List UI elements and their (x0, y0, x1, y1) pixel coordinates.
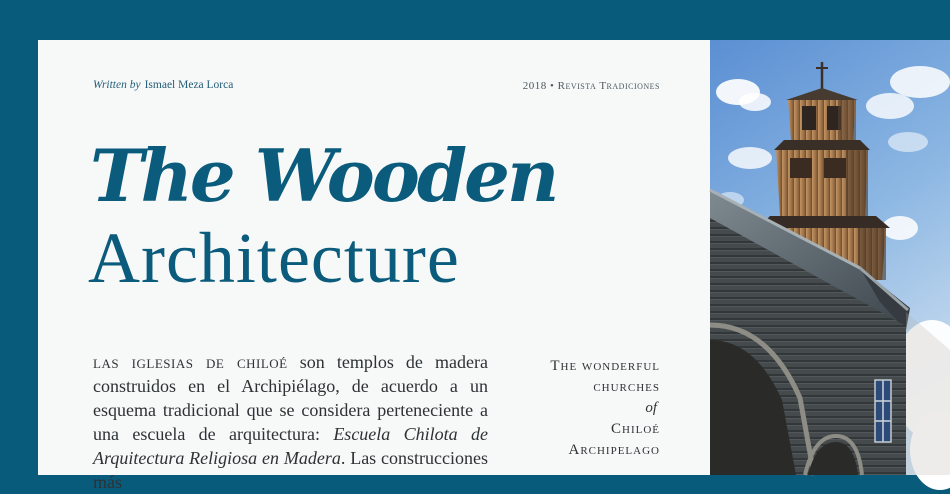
article-body (93, 350, 488, 494)
church-photo (710, 40, 950, 475)
pull-quote-line-2: churches (593, 379, 660, 395)
author-name: Ismael Meza Lorca (144, 79, 234, 91)
pull-quote-of: of (645, 400, 657, 416)
article-text-2: . Las construcciones más (93, 448, 488, 492)
pull-quote-line-4: Archipelago (568, 442, 660, 458)
issue-separator: • (550, 80, 555, 92)
pull-quote (490, 356, 660, 461)
issue-info (523, 80, 660, 92)
title-line-2: Architecture (88, 218, 460, 298)
article-lead-in: las iglesias de chiloé (93, 352, 288, 372)
pull-quote-line-3 (490, 398, 660, 440)
article-text-1: son templos de madera construidos en el Archipiélago, de acuerdo a un esquema tradicional que se considera perteneciente a una escuela de arquitectura: (93, 352, 488, 444)
byline (93, 79, 233, 91)
pull-quote-chiloe: Chiloé (611, 421, 660, 437)
pull-quote-line-1: The wonderful (550, 358, 660, 374)
article-page (38, 40, 710, 492)
byline-prefix: Written by (93, 79, 141, 91)
title-line-1: The Wooden (90, 133, 557, 218)
article-italic-phrase: Escuela Chilota de Arquitectura Religiosa en Madera (93, 424, 488, 468)
publication-name: Revista Tradiciones (557, 80, 660, 92)
issue-year: 2018 (522, 80, 547, 92)
